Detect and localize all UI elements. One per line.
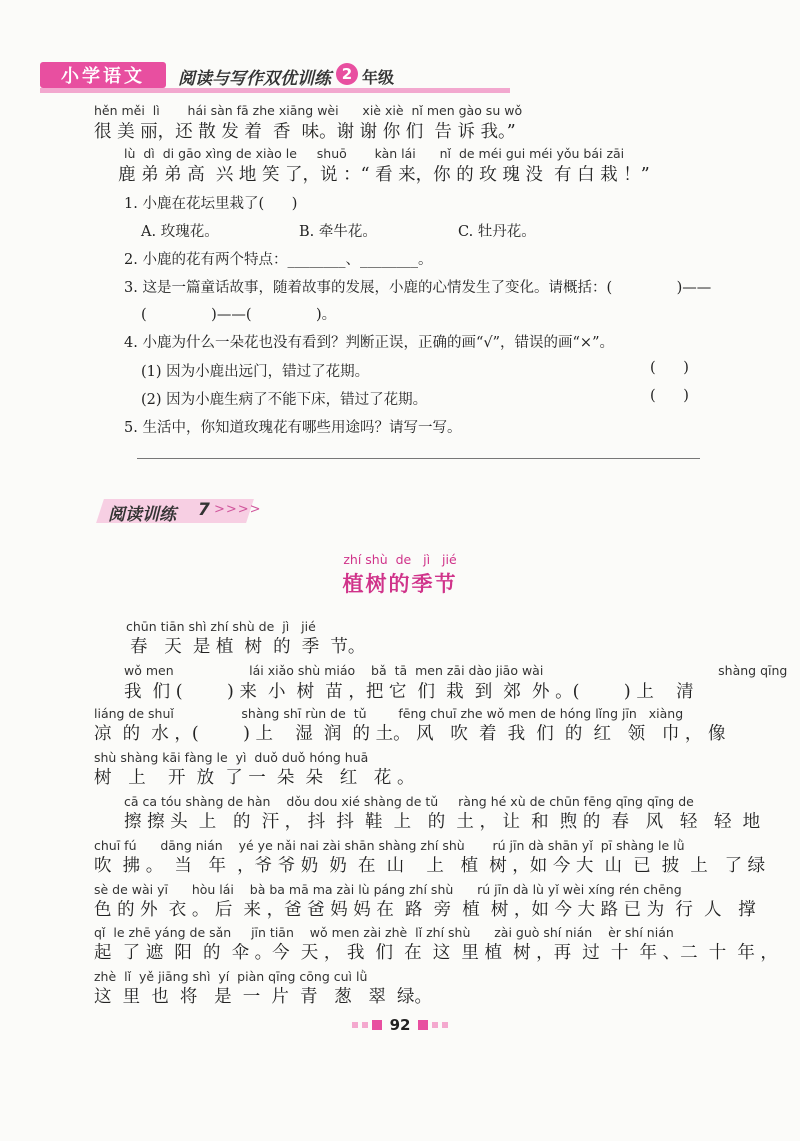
pinyin-line: chūn tiān shì zhí shù de jì jié [126,619,316,634]
subject-badge: 小学语文 [40,62,166,88]
question-5: 5. 生活中，你知道玫瑰花有哪些用途吗？请写一写。 [124,420,462,436]
text-line: 鹿 弟 弟 高 兴 地 笑 了，说 ：“ 看 来，你 的 玫 瑰 没 有 白 栽 ！” [118,165,650,185]
pinyin-line: shù shàng kāi fàng le yì duǒ duǒ hóng huā [94,750,369,765]
question-3-continued: ( )——( )。 [141,307,337,323]
text-line: 起 了 遮 阳 的 伞 。今 天 ， 我 们 在 这 里 植 树 ，再 过 十 年 、二 十 年 ， [94,943,778,963]
decor-square [418,1020,428,1030]
decor-square [362,1022,368,1028]
question-1: 1. 小鹿在花坛里栽了( ) [124,196,298,212]
decor-square [442,1022,448,1028]
text-line: 凉 的 水 ，( ) 上 湿 润 的 土。 风 吹 着 我 们 的 红 领 巾 ， 像 [94,724,726,744]
pinyin-line: qǐ le zhē yáng de sǎn jīn tiān wǒ men zài zhè lǐ zhí shù zài guò shí nián èr shí nián [94,925,674,940]
book-title: 阅读与写作双优训练 [178,69,331,89]
pinyin-line: lù dì di gāo xìng de xiào le shuō kàn lái nǐ de méi gui méi yǒu bái zāi [124,146,625,161]
pinyin-line: cā ca tóu shàng de hàn dǒu dou xié shàng de tǔ ràng hé xù de chūn fēng qīng qīng de [124,794,694,809]
question-4: 4. 小鹿为什么一朵花也没有看到？判断正误，正确的画“√”，错误的画“×”。 [124,335,614,351]
decor-square [352,1022,358,1028]
page-footer [330,1014,470,1034]
answer-line [137,458,700,459]
page-number: 92 [389,1015,411,1034]
option-c: C. 牡丹花。 [458,224,536,240]
question-2: 2. 小鹿的花有两个特点：________、________。 [124,252,433,268]
section-label: 阅读训练 [108,505,176,525]
pinyin-line: sè de wài yī hòu lái bà ba mā ma zài lù páng zhí shù rú jīn dà lù yǐ wèi xíng rén chēng [94,882,682,897]
grade-number-badge: 2 [336,63,358,85]
grade-label: 年级 [362,68,395,87]
text-line: 吹 拂 。 当 年 ，爷 爷 奶 奶 在 山 上 植 树 ，如 今 大 山 已 披 上 了 绿 [94,856,766,876]
section-number: 7 [198,500,210,520]
text-line: 很 美 丽，还 散 发 着 香 味。谢 谢 你 们 告 诉 我。” [94,122,516,142]
section-arrows: >>>> [214,502,262,517]
answer-paren: ( ) [650,360,689,376]
answer-paren: ( ) [650,388,689,404]
text-line: 擦 擦 头 上 的 汗 ， 抖 抖 鞋 上 的 土 ， 让 和 煦 的 春 风 轻 轻 地 [124,812,761,832]
text-line: 我 们 ( ) 来 小 树 苗 ，把 它 们 栽 到 郊 外 。( ) 上 清 [124,682,694,702]
text-line: 这 里 也 将 是 一 片 青 葱 翠 绿。 [94,987,432,1007]
story-title-pinyin: zhí shù de jì jié [343,552,457,567]
decor-square [372,1020,382,1030]
text-line: 色 的 外 衣 。 后 来 ，爸 爸 妈 妈 在 路 旁 植 树 ，如 今 大 路 已 为 行 人 撑 [94,900,756,920]
story-title: 植树的季节 [342,572,458,596]
text-line: 树 上 开 放 了 一 朵 朵 红 花 。 [94,768,415,788]
question-4-item-2: (2) 因为小鹿生病了不能下床，错过了花期。 [141,392,428,408]
option-a: A. 玫瑰花。 [141,224,219,240]
text-line: 春 天 是 植 树 的 季 节。 [130,637,366,657]
question-4-item-1: (1) 因为小鹿出远门，错过了花期。 [141,364,370,380]
pinyin-line: chuī fú dāng nián yé ye nǎi nai zài shān shàng zhí shù rú jīn dà shān yǐ pī shàng le lǜ [94,838,685,853]
pinyin-line: liáng de shuǐ shàng shī rùn de tǔ fēng chuī zhe wǒ men de hóng lǐng jīn xiàng [94,706,684,721]
option-b: B. 牵牛花。 [299,224,377,240]
pinyin-line: hěn měi lì hái sàn fā zhe xiāng wèi xiè xiè nǐ men gào su wǒ [94,103,523,118]
question-3: 3. 这是一篇童话故事，随着故事的发展，小鹿的心情发生了变化。请概括：( )—— [124,280,712,296]
decor-square [432,1022,438,1028]
pinyin-line: wǒ men lái xiǎo shù miáo bǎ tā men zāi dào jiāo wài shàng qīng [124,663,788,678]
pinyin-line: zhè lǐ yě jiāng shì yí piàn qīng cōng cuì lǜ [94,969,368,984]
